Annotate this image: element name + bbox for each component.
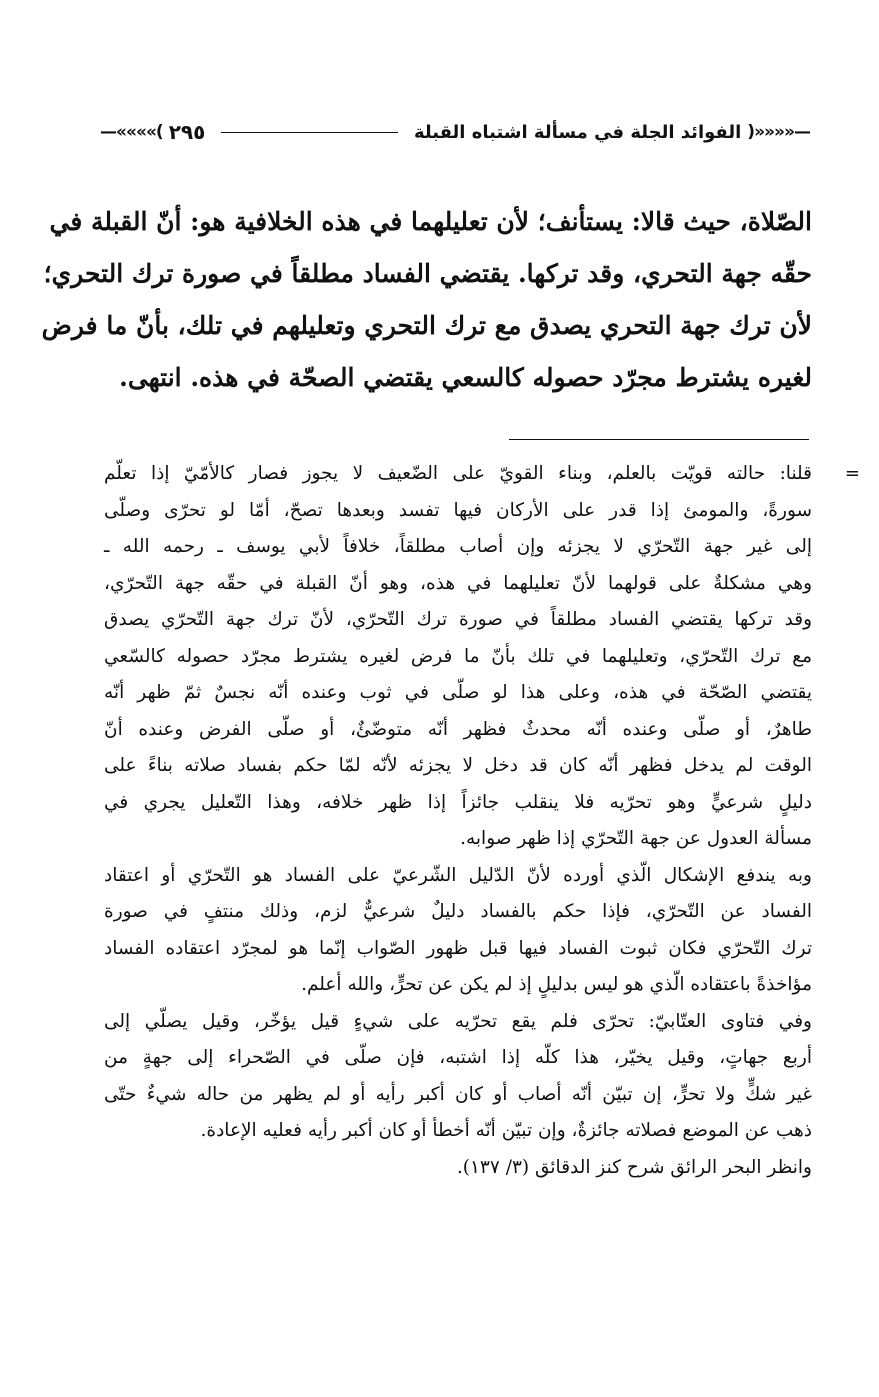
footnote-line-text: قلنا: حالته قويّت بالعلم، وبناء القويّ على الضّعيف لا يجوز فصار كالأمّيّ إذا تعلّم	[104, 463, 812, 484]
footnote-line: دليلٍ شرعيٍّ وهو تحرّيه فلا ينقلب جائزاً إذا ظهر خلافه، وهذا التّعليل يجري في	[104, 791, 812, 813]
page-number: ٢٩٥	[168, 120, 206, 144]
footnote-continuation-marker: =	[844, 463, 860, 484]
footnote-line: الفساد عن التّحرّي، فإذا حكم بالفساد دليلٌ شرعيٌّ لزم، وذلك منتفٍ في صورة	[104, 901, 812, 922]
footnote-line: مسألة العدول عن جهة التّحرّي إذا ظهر صوابه.	[460, 828, 812, 849]
footnote-line: مع ترك التّحرّي، وتعليلهما في تلك بأنّ ما فرض لغيره يشترط مجرّد حصوله كالسّعي	[104, 645, 812, 667]
footnote-line: سورةً، والمومئ إذا قدر على الأركان فيها تفسد وبعدها تصحّ، أمّا لو تحرّى وصلّى	[104, 499, 812, 521]
footnote-line: غير شكٍّ ولا تحرٍّ، إن تبيّن أنّه أصاب أو كان أكبر رأيه أو لم يظهر من حاله شيءٌ حتّى	[104, 1083, 812, 1105]
footnote-line: ذهب عن الموضع فصلاته جائزةٌ، وإن تبيّن أنّه أخطأ أو كان أكبر رأيه فعليه الإعادة.	[200, 1120, 812, 1141]
header-rule	[221, 132, 398, 133]
footnote-line: طاهرٌ، أو صلّى وعنده أنّه محدثٌ فظهر أنّه متوضّئٌ، أو صلّى الفرض وعنده أنّ	[104, 718, 812, 740]
footnote-line	[104, 456, 860, 493]
footnote-line: أربع جهاتٍ، وقيل يخيّر، هذا كلّه إذا اشتبه، فإن صلّى في الصّحراء إلى جهةٍ من	[104, 1047, 812, 1068]
main-line: حقّه جهة التحري، وقد تركها. يقتضي الفساد مطلقاً في صورة ترك التحري؛	[43, 259, 812, 288]
footnote-line: وهي مشكلةٌ على قولهما لأنّ تعليلهما في هذه، وهو أنّ القبلة في حقّه جهة التّحرّي،	[104, 572, 812, 594]
footnote-reference: وانظر البحر الرائق شرح كنز الدقائق (٣/ ١٣٧).	[456, 1156, 812, 1178]
footnote-separator	[509, 439, 809, 440]
main-line: لغيره يشترط مجرّد حصوله كالسعي يقتضي الصحّة في هذه. انتهى.	[119, 363, 812, 392]
header-ornament-left: )»»»»—	[100, 122, 163, 142]
header-title: الفوائد الجلة في مسألة اشتباه القبلة	[413, 121, 742, 143]
footnotes	[104, 456, 860, 1186]
footnote-line: وبه يندفع الإشكال الّذي أورده لأنّ الدّليل الشّرعيّ على الفساد هو التّحرّي أو اعتقاد	[104, 864, 812, 886]
footnote-line: وقد تركها يقتضي الفساد مطلقاً في صورة ترك التّحرّي، لأنّ ترك جهة التّحرّي يصدق	[104, 609, 812, 630]
running-header	[100, 112, 810, 152]
footnote-line: مؤاخذةً باعتقاده الّذي هو ليس بدليلٍ إذ لم يكن عن تحرٍّ، والله أعلم.	[301, 974, 812, 995]
main-line: الصّلاة، حيث قالا: يستأنف؛ لأن تعليلهما في هذه الخلافية هو: أنّ القبلة في	[49, 207, 812, 236]
footnote-line: وفي فتاوى العتّابيّ: تحرّى فلم يقع تحرّيه على شيءٍ قيل يؤخّر، وقيل يصلّي إلى	[104, 1010, 812, 1032]
footnote-line: ترك التّحرّي فكان ثبوت الفساد فيها قبل ظهور الصّواب إنّما هو لمجرّد اعتقاده الفساد	[104, 937, 812, 959]
main-line: لأن ترك جهة التحري يصدق مع ترك التحري وتعليلهم في تلك، بأنّ ما فرض	[41, 311, 812, 340]
footnote-line: إلى غير جهة التّحرّي لا يجزئه وإن أصاب مطلقاً، خلافاً لأبي يوسف ـ رحمه الله ـ	[104, 536, 812, 557]
footnote-line: يقتضي الصّحّة في هذه، وعلى هذا لو صلّى في ثوب وعنده أنّه نجسٌ ثمّ ظهر أنّه	[104, 682, 812, 703]
main-text	[41, 196, 812, 404]
header-ornament-right: —««««(	[747, 122, 810, 142]
footnote-line: الوقت لم يدخل فظهر أنّه كان قد دخل لا يجزئه لأنّه لمّا حكم بفساد صلاته بناءً على	[104, 755, 812, 776]
